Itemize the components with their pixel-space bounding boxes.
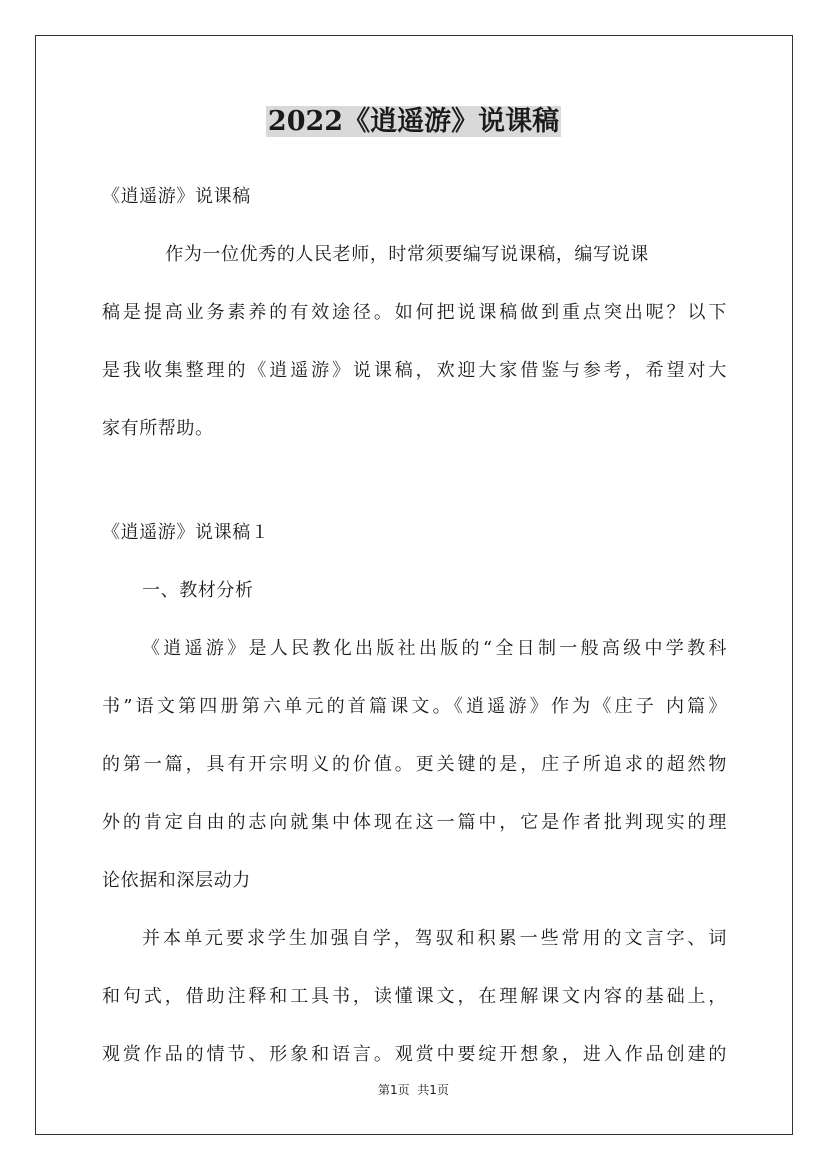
para2-line-1: 并本单元要求学生加强自学，驾驭和积累一些常用的文言字、词 bbox=[142, 928, 727, 949]
para1-line-1: 《逍遥游》是人民教化出版社出版的“全日制一般高级中学教科 bbox=[142, 638, 727, 659]
para2-line-2: 和句式，借助注释和工具书，读懂课文，在理解课文内容的基础上， bbox=[102, 986, 727, 1007]
section-heading: 《逍遥游》说课稿１ bbox=[102, 522, 270, 543]
para1-line-4: 外的肯定自由的志向就集中体现在这一篇中，它是作者批判现实的理 bbox=[102, 812, 727, 833]
para1-line-3: 的第一篇，具有开宗明义的价值。更关键的是，庄子所追求的超然物 bbox=[102, 754, 727, 775]
intro-line-2: 稿是提高业务素养的有效途径。如何把说课稿做到重点突出呢？以下 bbox=[102, 302, 727, 323]
document-body bbox=[102, 168, 727, 1084]
page-number: 第1页 共1页 bbox=[378, 1083, 449, 1097]
subtitle: 《逍遥游》说课稿 bbox=[102, 186, 251, 207]
subsection-heading: 一、教材分析 bbox=[142, 580, 254, 601]
intro-line-4: 家有所帮助。 bbox=[102, 418, 214, 439]
section-gap bbox=[102, 458, 727, 504]
intro-line-1: 作为一位优秀的人民老师，时常须要编写说课稿，编写说课 bbox=[102, 244, 649, 265]
para1-line-5: 论依据和深层动力 bbox=[102, 870, 251, 891]
para1-line-2: 书”语文第四册第六单元的首篇课文。《逍遥游》作为《庄子 内篇》 bbox=[102, 696, 727, 717]
document-title bbox=[0, 102, 827, 142]
intro-line-3: 是我收集整理的《逍遥游》说课稿，欢迎大家借鉴与参考，希望对大 bbox=[102, 360, 727, 381]
para2-line-3: 观赏作品的情节、形象和语言。观赏中要绽开想象，进入作品创建的 bbox=[102, 1044, 727, 1065]
document-title-text: 2022《逍遥游》说课稿 bbox=[267, 106, 560, 137]
